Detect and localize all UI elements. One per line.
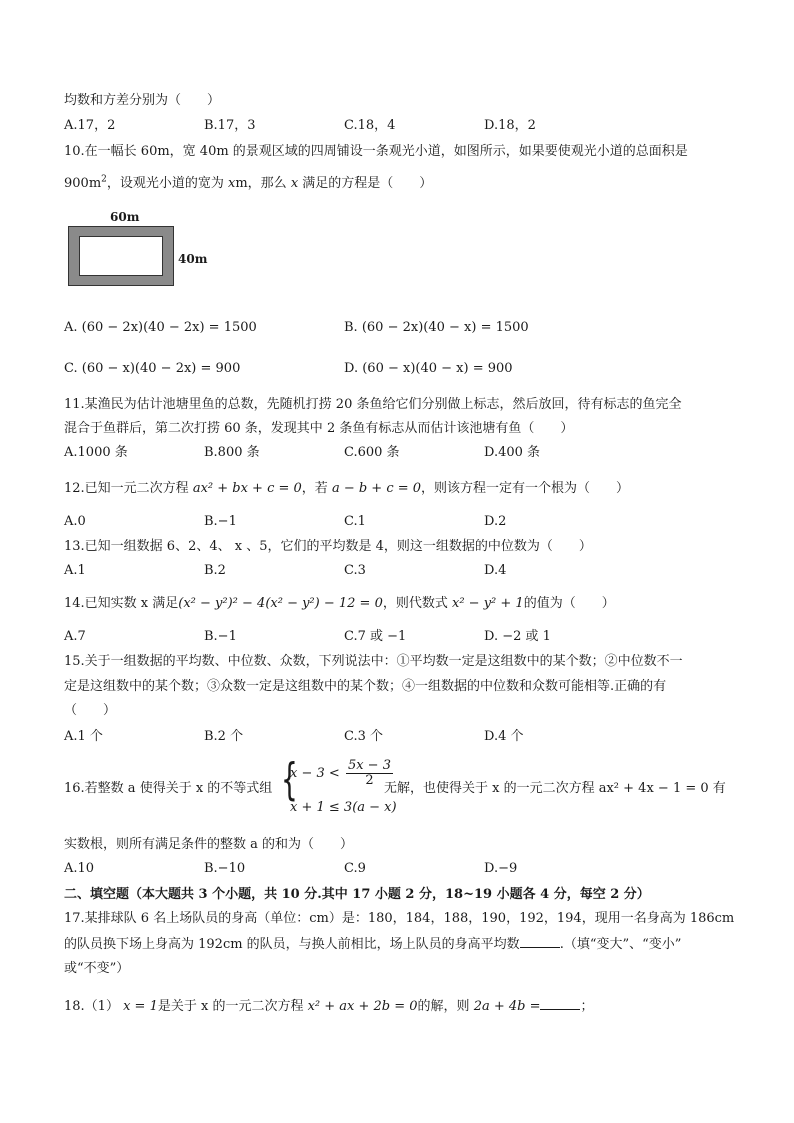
q18-mid2: 的解，则 — [417, 999, 474, 1014]
q11-option-a: A.1000 条 — [64, 445, 128, 460]
q12-equation: ax² + bx + c = 0 — [192, 481, 302, 496]
q10-figure — [66, 210, 216, 294]
q11-option-d: D.400 条 — [484, 445, 541, 460]
q10-text-part: m，那么 — [235, 176, 291, 191]
q16-suffix: 无解，也使得关于 x 的一元二次方程 ax² + 4x − 1 = 0 有 — [384, 781, 726, 796]
q14-option-a: A.7 — [64, 629, 86, 644]
q15-option-b: B.2 个 — [204, 729, 244, 744]
q15-text-line3: （ ） — [64, 703, 117, 718]
q18-mid: 是关于 x 的一元二次方程 — [157, 999, 308, 1014]
q15-option-a: A.1 个 — [64, 729, 103, 744]
q16-inequality-2 — [290, 800, 397, 815]
q12-prefix: 12.已知一元二次方程 — [64, 481, 193, 496]
q14-expression: x² − y² + 1 — [452, 596, 524, 611]
q12-condition: a − b + c = 0 — [331, 481, 422, 496]
q14-mid: ，则代数式 — [382, 596, 452, 611]
q16-prefix: 16.若整数 a 使得关于 x 的不等式组 — [64, 781, 273, 796]
q15-text-line2: 定是这组数中的某个数；③众数一定是这组数中的某个数；④一组数据的中位数和众数可能相等.正确的有 — [64, 679, 667, 694]
q18-text — [64, 997, 594, 1016]
q12-suffix: ，则该方程一定有一个根为（ ） — [421, 481, 630, 496]
q18-condition: x = 1 — [123, 999, 158, 1014]
q10-var-x: x — [228, 176, 236, 191]
q10-option-a: A. (60 − 2x)(40 − 2x) = 1500 — [64, 320, 257, 335]
q16-text-line2: 实数根，则所有满足条件的整数 a 的和为（ ） — [64, 837, 354, 852]
q9-option-b: B.17，3 — [204, 118, 256, 133]
q10-figure-inner — [79, 236, 163, 276]
q12-option-c: C.1 — [344, 514, 366, 529]
q13-option-c: C.3 — [344, 563, 366, 578]
q15-option-d: D.4 个 — [484, 729, 524, 744]
q10-figure-top-label: 60m — [110, 210, 140, 224]
q18-equation: x² + ax + 2b = 0 — [307, 999, 418, 1014]
q18-suffix: ； — [580, 999, 594, 1014]
q16-fraction-denominator: 2 — [365, 773, 374, 788]
q9-option-c: C.18，4 — [344, 118, 396, 133]
q15-text-line1: 15.关于一组数据的平均数、中位数、众数，下列说法中：①平均数一定是这组数中的某个数；②中位数不一 — [64, 654, 683, 669]
q11-text-line2: 混合于鱼群后，第二次打捞 60 条，发现其中 2 条鱼有标志从而估计该池塘有鱼（ ） — [64, 421, 574, 436]
q13-option-b: B.2 — [204, 563, 226, 578]
q17-text-part: .（填“变大”、“变小” — [559, 937, 682, 952]
q14-option-d: D. −2 或 1 — [484, 629, 551, 644]
q12-mid: ，若 — [301, 481, 332, 496]
q14-text — [64, 595, 615, 613]
q10-figure-frame — [68, 226, 174, 286]
q11-text-line1: 11.某渔民为估计池塘里鱼的总数，先随机打捞 20 条鱼给它们分别做上标志，然后放回，待有标志的鱼完全 — [64, 397, 682, 412]
q10-text-line2: $900m^2$，设观光小道的宽为 xm，那么 x 满足的方程是（ ） — [64, 174, 433, 191]
q9-tail-text: 均数和方差分别为（ ） — [64, 93, 221, 108]
section-2-heading: 二、填空题（本大题共 3 个小题，共 10 分.其中 17 小题 2 分，18~19 小题各 4 分，每空 2 分） — [64, 887, 650, 902]
q10-option-d: D. (60 − x)(40 − x) = 900 — [344, 361, 513, 376]
q13-option-a: A.1 — [64, 563, 86, 578]
q16-option-c: C.9 — [344, 861, 366, 876]
q10-figure-side-label: 40m — [178, 252, 208, 266]
q17-text-line2 — [64, 935, 681, 954]
q18-prefix: 18.（1） — [64, 999, 124, 1014]
q11-option-c: C.600 条 — [344, 445, 400, 460]
q10-text-part: 满足的方程是（ ） — [298, 176, 433, 191]
q17-answer-blank[interactable] — [520, 935, 560, 948]
q14-suffix: 的值为（ ） — [523, 596, 615, 611]
q13-text: 13.已知一组数据 6、2、4、 x 、5，它们的平均数是 4，则这一组数据的中位数为（ ） — [64, 539, 592, 554]
q12-option-d: D.2 — [484, 514, 507, 529]
q13-option-d: D.4 — [484, 563, 507, 578]
q16-inequality-1 — [290, 759, 393, 788]
q14-option-b: B.−1 — [204, 629, 237, 644]
q18-expression: 2a + 4b = — [473, 999, 541, 1014]
q10-text-line1: 10.在一幅长 60m，宽 40m 的景观区域的四周铺设一条观光小道，如图所示，如果要使观光小道的总面积是 — [64, 144, 688, 159]
q16-system-brace: { — [281, 754, 298, 805]
q14-prefix: 14.已知实数 x 满足 — [64, 596, 179, 611]
q17-text-line3: 或“不变”） — [64, 961, 130, 976]
q17-text-part: 的队员换下场上身高为 192cm 的队员，与换人前相比，场上队员的身高平均数 — [64, 937, 520, 952]
q17-text-line1: 17.某排球队 6 名上场队员的身高（单位：cm）是：180，184，188，190，192，194，现用一名身高为 186cm — [64, 911, 735, 926]
q12-option-a: A.0 — [64, 514, 86, 529]
q12-option-b: B.−1 — [204, 514, 237, 529]
q14-equation: (x² − y²)² − 4(x² − y²) − 12 = 0 — [178, 596, 383, 611]
q10-option-b: B. (60 − 2x)(40 − x) = 1500 — [344, 320, 529, 335]
q16-option-d: D.−9 — [484, 861, 518, 876]
q10-text-part: ，设观光小道的宽为 — [106, 176, 229, 191]
q10-area-value: 900m — [64, 176, 102, 191]
q11-option-b: B.800 条 — [204, 445, 260, 460]
q9-option-d: D.18，2 — [484, 118, 536, 133]
q16-fraction-numerator: 5x − 3 — [347, 758, 391, 773]
q10-option-c: C. (60 − x)(40 − 2x) = 900 — [64, 361, 241, 376]
q12-text — [64, 480, 629, 498]
q10-var-x: x — [290, 176, 299, 191]
q9-option-a: A.17，2 — [64, 118, 116, 133]
q14-option-c: C.7 或 −1 — [344, 629, 407, 644]
q16-ineq1-left: x − 3 < — [290, 766, 340, 781]
q16-option-a: A.10 — [64, 861, 95, 876]
q15-option-c: C.3 个 — [344, 729, 384, 744]
q16-option-b: B.−10 — [204, 861, 246, 876]
q18-answer-blank[interactable] — [540, 997, 580, 1010]
q16-ineq2-text: x + 1 ≤ 3(a − x) — [290, 800, 397, 815]
